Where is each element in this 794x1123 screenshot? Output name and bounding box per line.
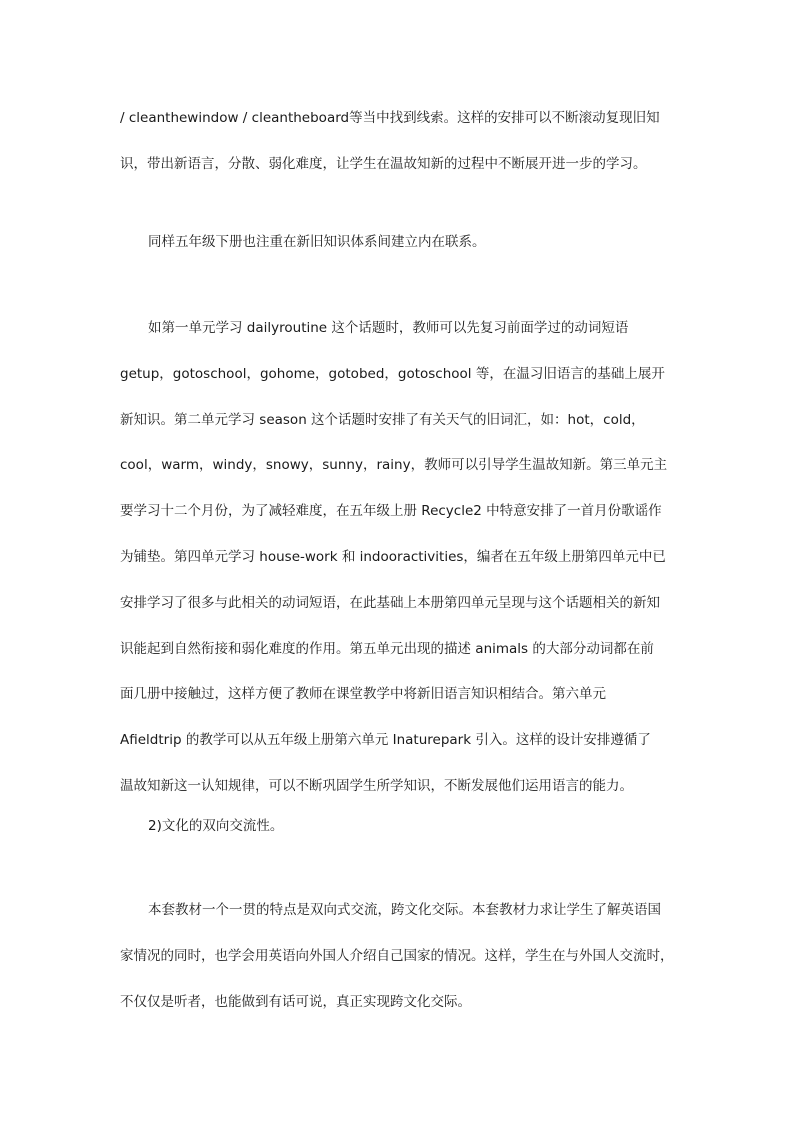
text-line: 新知识。第二单元学习 season 这个话题时安排了有关天气的旧词汇，如：hot，cold，: [120, 411, 645, 428]
text-line: 识能起到自然衔接和弱化难度的作用。第五单元出现的描述 animals 的大部分动词都在前: [120, 640, 654, 657]
paragraph-2: [120, 220, 680, 266]
paragraph-5: [120, 888, 680, 1025]
text-line: / cleanthewindow / cleantheboard等当中找到线索。这样的安排可以不断滚动复现旧知: [120, 110, 660, 126]
text-line: 面几册中接触过，这样方便了教师在课堂教学中将新旧语言知识相结合。第六单元: [120, 686, 606, 703]
text-line: 要学习十二个月份，为了减轻难度，在五年级上册 Recycle2 中特意安排了一首月份歌谣作: [120, 503, 662, 520]
text-line: 不仅仅是听者，也能做到有话可说，真正实现跨文化交际。: [120, 993, 471, 1010]
text-line: 安排学习了很多与此相关的动词短语，在此基础上本册第四单元呈现与这个话题相关的新知: [120, 594, 660, 611]
paragraph-3: [120, 306, 680, 810]
text-line: 2)文化的双向交流性。: [148, 818, 284, 834]
text-line: 温故知新这一认知规律，可以不断巩固学生所学知识，不断发展他们运用语言的能力。: [120, 777, 633, 794]
paragraph-4: [120, 804, 680, 850]
text-line: 同样五年级下册也注重在新旧知识体系间建立内在联系。: [148, 234, 486, 250]
paragraph-1: [120, 96, 680, 188]
text-line: 家情况的同时，也学会用英语向外国人介绍自己国家的情况。这样，学生在与外国人交流时，: [120, 947, 674, 964]
text-line: 识，带出新语言，分散、弱化难度，让学生在温故知新的过程中不断展开进一步的学习。: [120, 155, 647, 172]
text-line: getup，gotoschool，gohome，gotobed，gotoschool 等，在温习旧语言的基础上展开: [120, 365, 665, 382]
text-line: cool，warm，windy，snowy，sunny，rainy，教师可以引导学生温故知新。第三单元主: [120, 457, 668, 474]
text-line: 为铺垫。第四单元学习 house-work 和 indooractivities，编者在五年级上册第四单元中已: [120, 548, 666, 565]
text-line: Afieldtrip 的教学可以从五年级上册第六单元 Inaturepark 引入。这样的设计安排遵循了: [120, 732, 651, 749]
text-line: 本套教材一个一贯的特点是双向式交流，跨文化交际。本套教材力求让学生了解英语国: [148, 902, 661, 918]
text-line: 如第一单元学习 dailyroutine 这个话题时，教师可以先复习前面学过的动词短语: [148, 320, 629, 336]
